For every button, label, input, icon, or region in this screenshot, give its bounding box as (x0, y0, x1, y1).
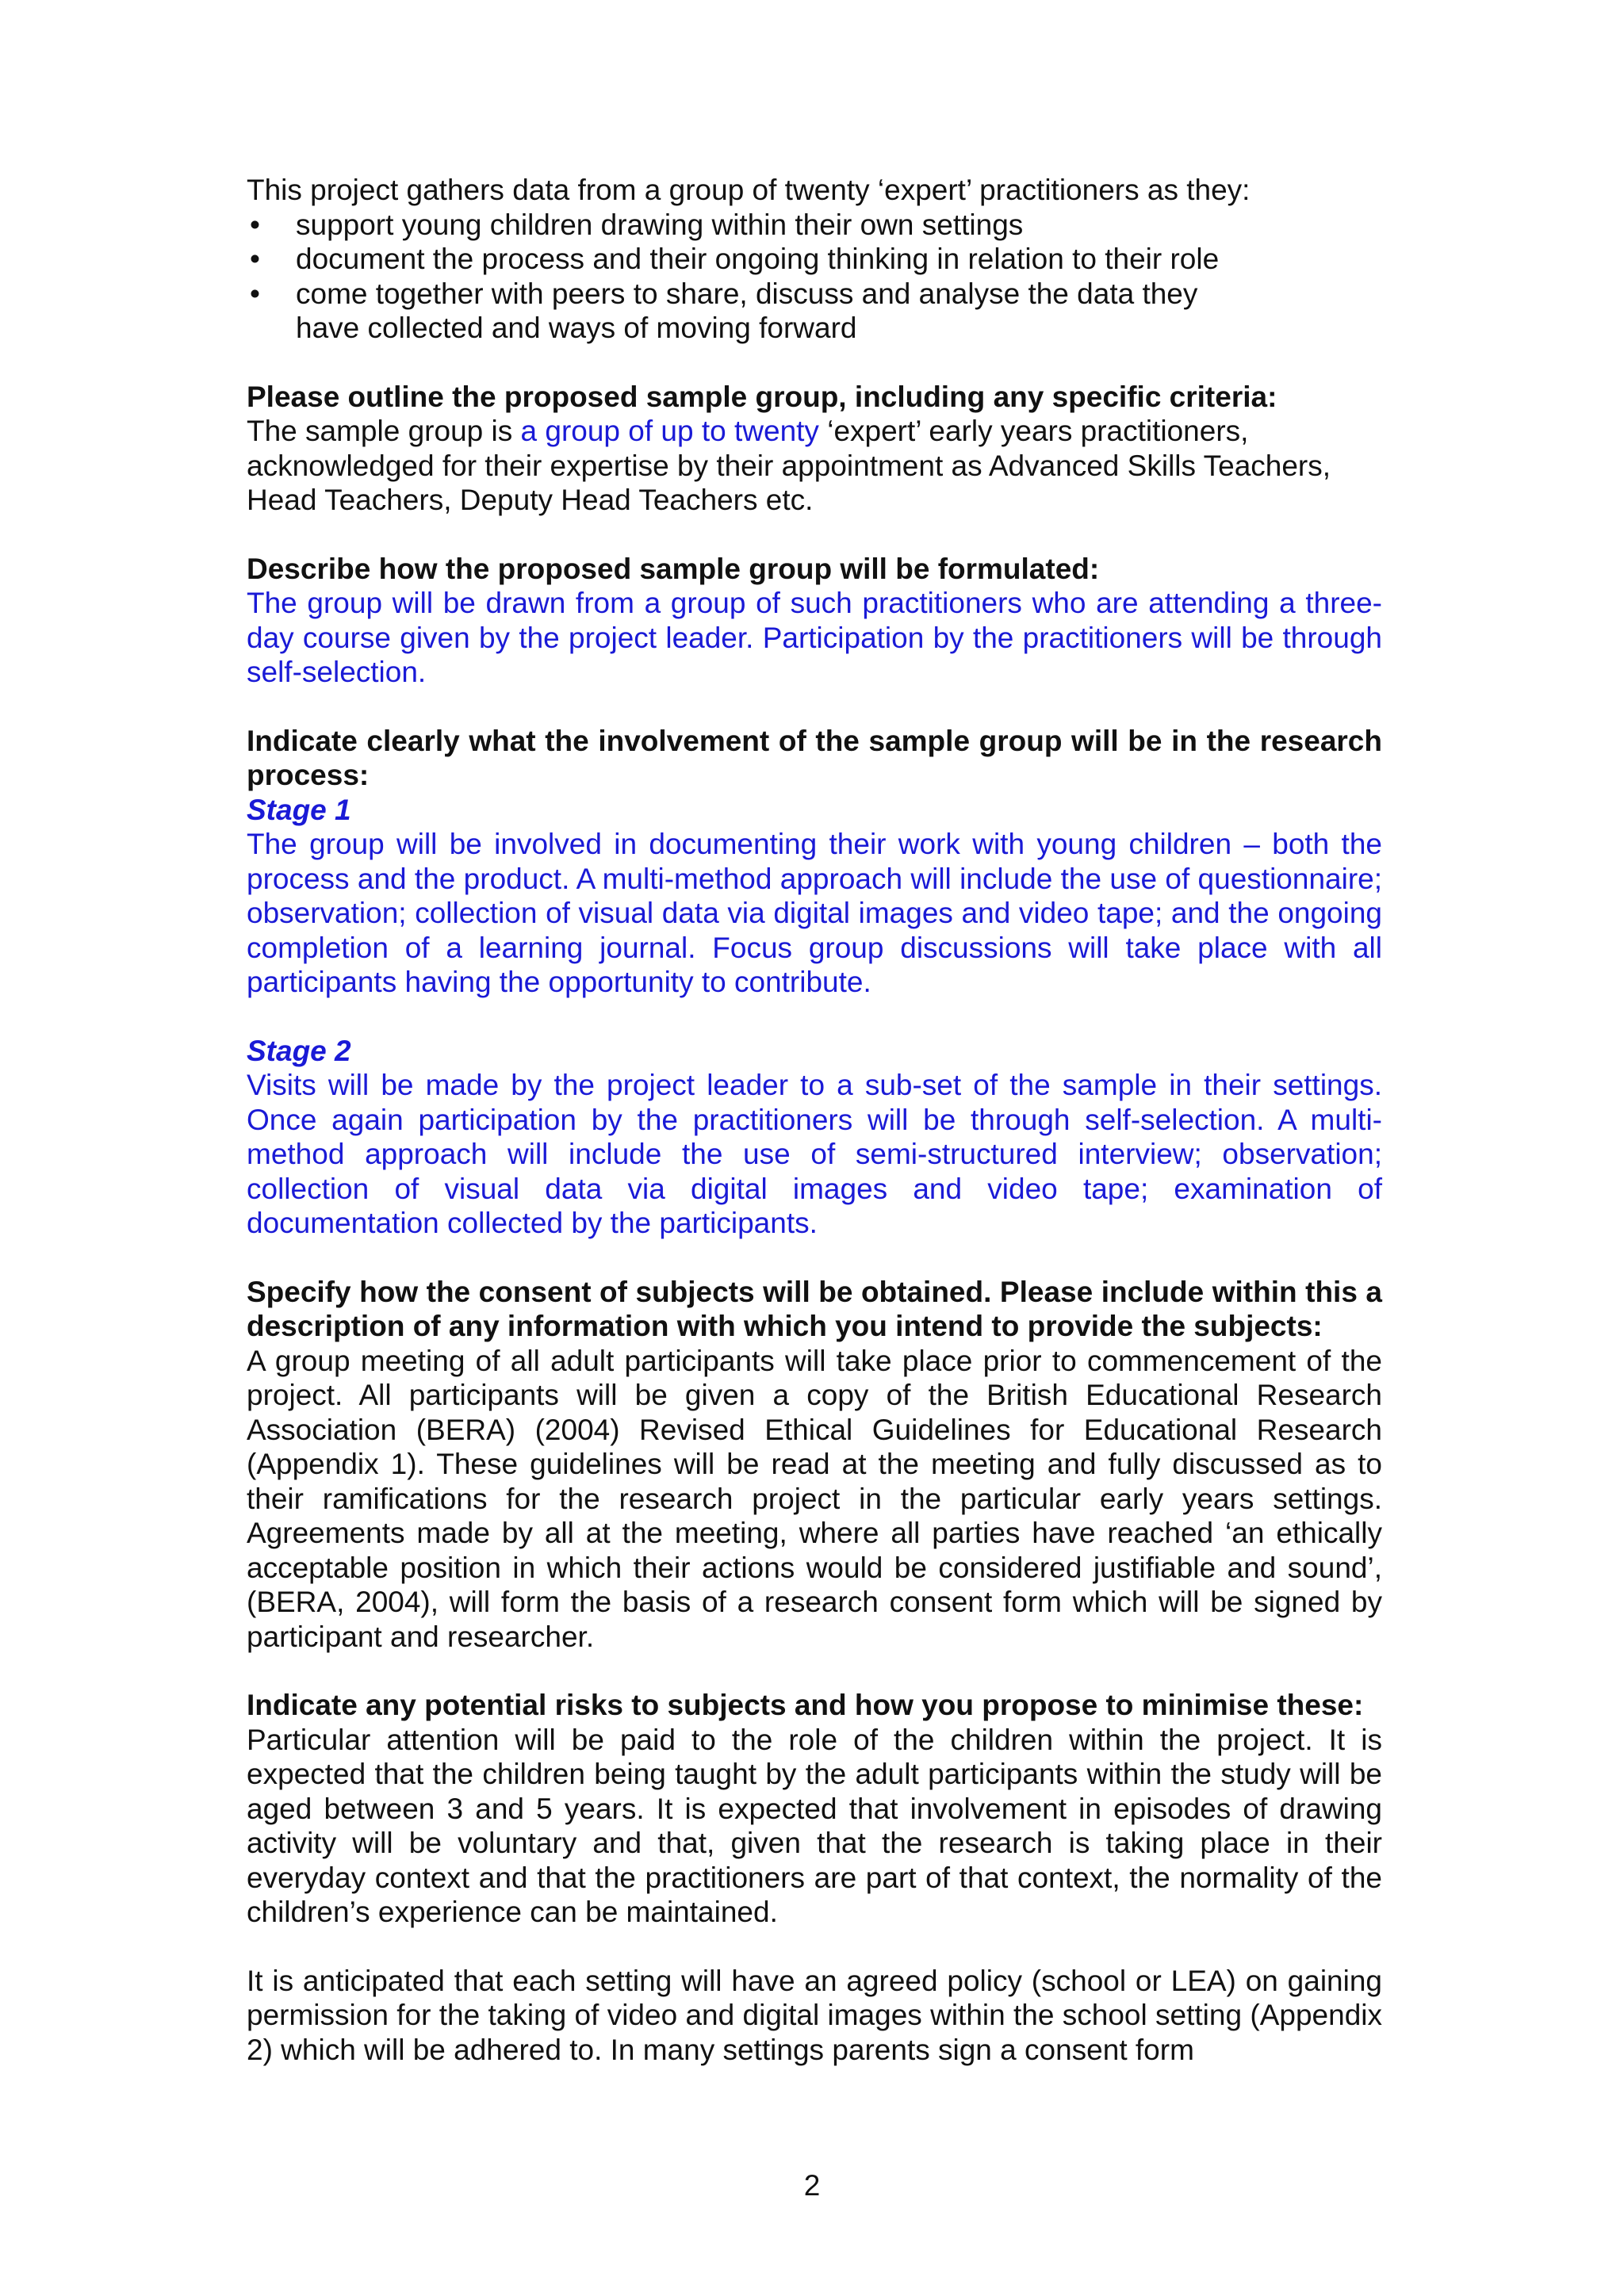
bullet-text: come together with peers to share, discuss and analyse the data they have collected and ways of moving forward (296, 277, 1198, 344)
sample-group-heading: Please outline the proposed sample group, including any specific criteria: (247, 380, 1277, 413)
intro-bullet-list (247, 208, 1382, 346)
bullet-icon: • (250, 243, 260, 275)
sample-group-text-highlight: a group of up to twenty (520, 415, 819, 447)
list-item (247, 208, 1231, 243)
stage-1-text: The group will be involved in documenting their work with young children – both the process and the product. A multi-method approach will include the use of questionnaire; observation; collection of visual data via digital images and video tape; and the ongoing completion of a learning journal. Focus group discussions will take place with all participants having the opportunity to contribute. (247, 828, 1382, 998)
stage-2-text: Visits will be made by the project leader to a sub-set of the sample in their settings. Once again participation by the practitioners will be through self-selection. A multi-method approach will include the use of semi-structured interview; observation; collection of visual data via digital images and video tape; examination of documentation collected by the participants. (247, 1069, 1382, 1239)
stage-2-label: Stage 2 (247, 1034, 351, 1067)
bullet-text: document the process and their ongoing thinking in relation to their role (296, 243, 1220, 275)
risks-text-continued: It is anticipated that each setting will have an agreed policy (school or LEA) on gaining permission for the taking of video and digital images within the school setting (Appendix 2) which will be adhered to. In many settings parents sign a consent form (247, 1964, 1382, 2066)
formulation-heading: Describe how the proposed sample group will be formulated: (247, 552, 1100, 585)
sample-group-text (247, 414, 1382, 518)
formulation-text: The group will be drawn from a group of such practitioners who are attending a three-day course given by the project leader. Participation by the practitioners will be through self-selection. (247, 587, 1382, 688)
page-number: 2 (803, 2169, 821, 2202)
list-item (247, 277, 1231, 346)
document-page (247, 173, 1382, 2067)
consent-text: A group meeting of all adult participants will take place prior to commencement of the project. All participants will be given a copy of the British Educational Research Association (BERA) (2004) Revised Ethical Guidelines for Educational Research (Appendix 1). These guidelines will be read at the meeting and fully discussed as to their ramifications for the research project in the particular early years settings. Agreements made by all at the meeting, where all parties have reached ‘an ethically acceptable position in which their actions would be considered justifiable and sound’, (BERA, 2004), will form the basis of a research consent form which will be signed by participant and researcher. (247, 1344, 1382, 1653)
bullet-icon: • (250, 277, 260, 310)
consent-heading: Specify how the consent of subjects will be obtained. Please include within this a description of any information with which you intend to provide the subjects: (247, 1275, 1382, 1342)
risks-text: Particular attention will be paid to the role of the children within the project. It is expected that the children being taught by the adult participants within the study will be aged between 3 and 5 years. It is expected that involvement in episodes of drawing activity will be voluntary and that, given that the research is taking place in their everyday context and that the practitioners are part of that context, the normality of the children’s experience can be maintained. (247, 1723, 1382, 1928)
stage-1-label: Stage 1 (247, 793, 351, 826)
bullet-icon: • (250, 208, 260, 241)
risks-heading: Indicate any potential risks to subjects and how you propose to minimise these: (247, 1689, 1364, 1721)
list-item (247, 242, 1231, 277)
sample-group-text-before: The sample group is (247, 415, 521, 447)
sample-group-text-after: ‘expert’ early years practitioners, acknowledged for their expertise by their appointment as Advanced Skills Teachers, Head Teachers, Deputy Head Teachers etc. (247, 415, 1331, 516)
bullet-text: support young children drawing within their own settings (296, 208, 1024, 241)
involvement-heading: Indicate clearly what the involvement of the sample group will be in the research process: (247, 724, 1382, 791)
intro-text: This project gathers data from a group of twenty ‘expert’ practitioners as they: (247, 174, 1251, 206)
